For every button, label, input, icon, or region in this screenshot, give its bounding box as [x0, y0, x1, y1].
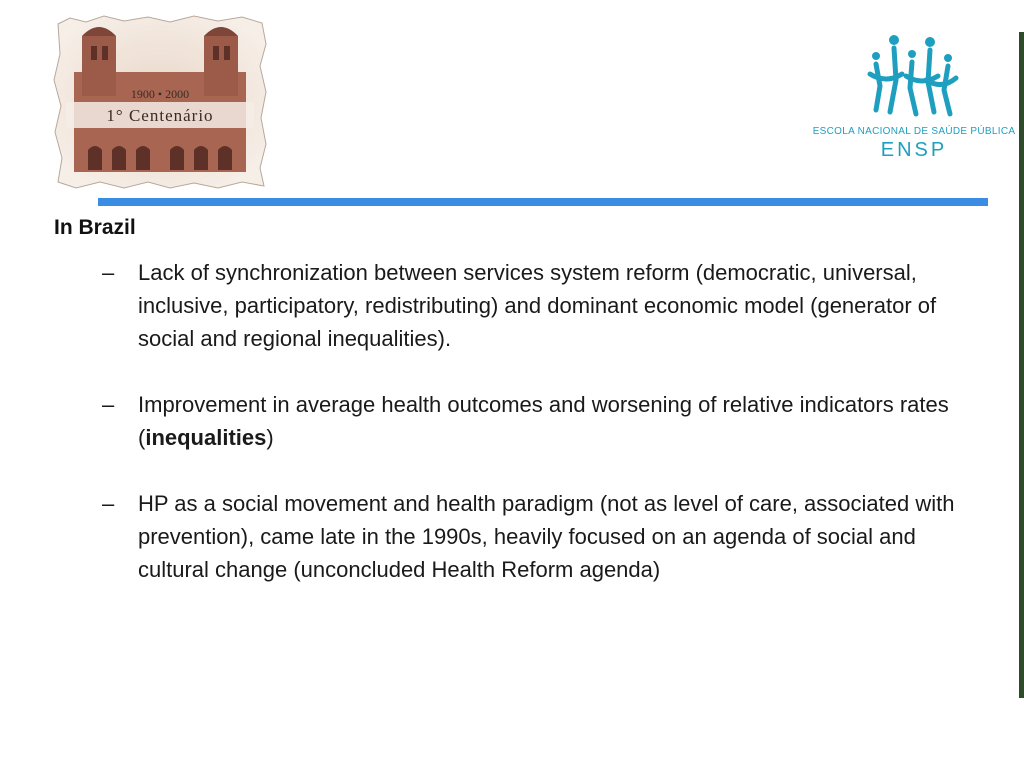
ensp-subtitle: ESCOLA NACIONAL DE SAÚDE PÚBLICA [812, 126, 1016, 137]
bullet-list [100, 256, 960, 619]
bullet-text: HP as a social movement and health paradigm (not as level of care, associated with prevention), came late in the 1990s, heavily focused on an agenda of social and cultural change (unconcluded Health Reform agenda) [138, 491, 955, 582]
bullet-dash: – [102, 392, 115, 417]
bullet-text-before: Improvement in average health outcomes and worsening of relative indicators rates ( [138, 392, 949, 450]
right-edge-rule [1019, 32, 1024, 698]
ensp-acronym: ENSP [880, 139, 948, 161]
slide-heading: In Brazil [54, 216, 136, 239]
bullet-text: Lack of synchronization between services system reform (democratic, universal, inclusive, participatory, redistributing) and dominant economic model (generator of social and regional inequalities). [138, 260, 937, 351]
bullet-text-bold: inequalities [145, 425, 267, 450]
bullet-dash: – [102, 491, 115, 516]
bullet-item [100, 256, 960, 355]
bullet-item [100, 487, 960, 586]
bullet-dash: – [102, 260, 115, 285]
ensp-logo [812, 30, 1016, 165]
bullet-text [138, 392, 949, 450]
centenary-logo [52, 14, 268, 190]
bullet-text-after: ) [266, 425, 274, 450]
centenary-years: 1900 • 2000 [130, 87, 190, 101]
bullet-item [100, 388, 960, 454]
header-divider [98, 198, 988, 206]
centenary-title: 1° Centenário [106, 106, 214, 125]
